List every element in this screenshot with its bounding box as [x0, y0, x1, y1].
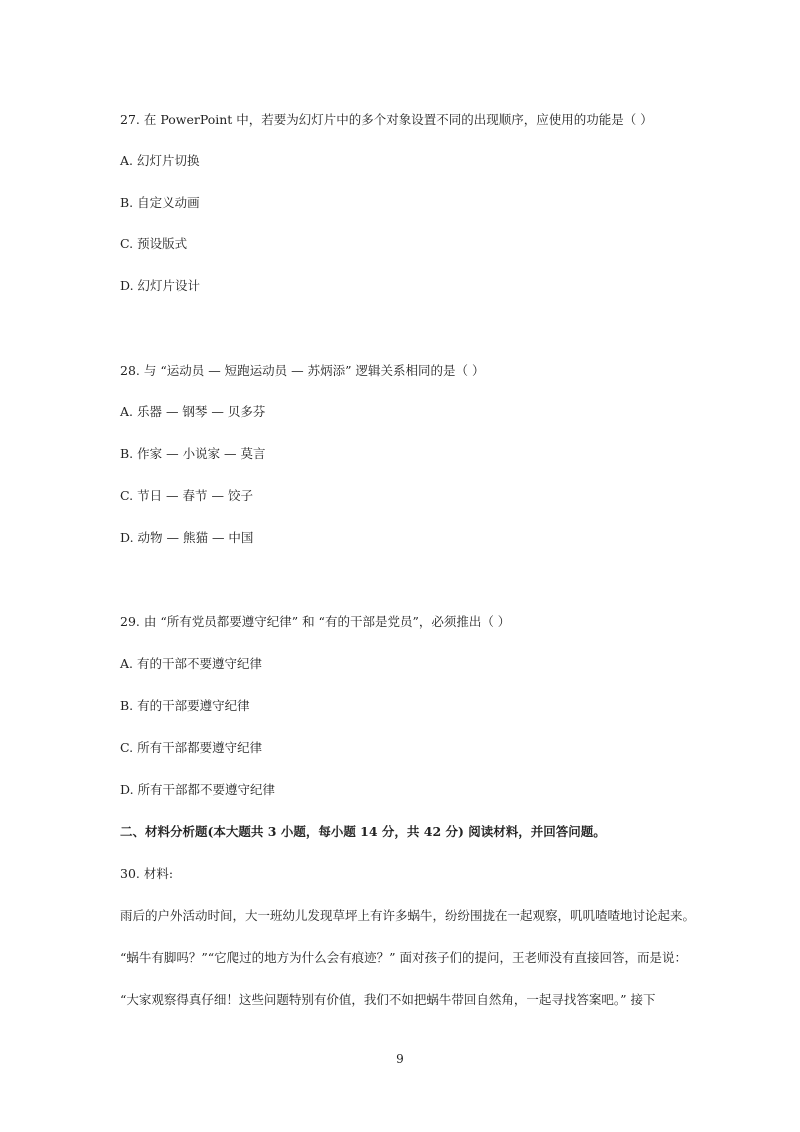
page-number: 9 — [396, 1052, 404, 1066]
q27-option-c: C. 预设版式 — [120, 236, 188, 251]
q30-material-line-3: “大家观察得真仔细！这些问题特别有价值，我们不如把蜗牛带回自然角，一起寻找答案吧。” 接下 — [120, 992, 656, 1007]
q29-option-d: D. 所有干部都不要遵守纪律 — [120, 782, 276, 797]
q29-option-c: C. 所有干部都要遵守纪律 — [120, 740, 263, 755]
q27-option-d: D. 幻灯片设计 — [120, 278, 201, 293]
q27-option-b: B. 自定义动画 — [120, 195, 200, 210]
q29-option-a: A. 有的干部不要遵守纪律 — [120, 656, 262, 671]
q28-option-d: D. 动物 — 熊猫 — 中国 — [120, 530, 254, 545]
q29-stem: 29. 由 “所有党员都要遵守纪律” 和 “有的干部是党员”，必须推出（ ） — [120, 614, 511, 629]
q28-option-c: C. 节日 — 春节 — 饺子 — [120, 488, 253, 503]
q27-option-a: A. 幻灯片切换 — [120, 153, 200, 168]
q27-stem: 27. 在 PowerPoint 中，若要为幻灯片中的多个对象设置不同的出现顺序，应使用的功能是（ ） — [120, 112, 653, 127]
section-heading: 二、材料分析题(本大题共 3 小题，每小题 14 分，共 42 分) 阅读材料，并回答问题。 — [120, 824, 606, 839]
q30-label: 30. 材料: — [120, 866, 174, 881]
q30-material-line-2: “蜗牛有脚吗？”“它爬过的地方为什么会有痕迹？” 面对孩子们的提问，王老师没有直接回答，而是说： — [120, 950, 688, 965]
q28-stem: 28. 与 “运动员 — 短跑运动员 — 苏炳添” 逻辑关系相同的是（ ） — [120, 363, 485, 378]
q29-option-b: B. 有的干部要遵守纪律 — [120, 698, 250, 713]
q30-material-line-1: 雨后的户外活动时间，大一班幼儿发现草坪上有许多蜗牛，纷纷围拢在一起观察，叽叽喳喳地讨论起来。 — [120, 908, 696, 923]
q28-option-b: B. 作家 — 小说家 — 莫言 — [120, 446, 266, 461]
q28-option-a: A. 乐器 — 钢琴 — 贝多芬 — [120, 404, 266, 419]
